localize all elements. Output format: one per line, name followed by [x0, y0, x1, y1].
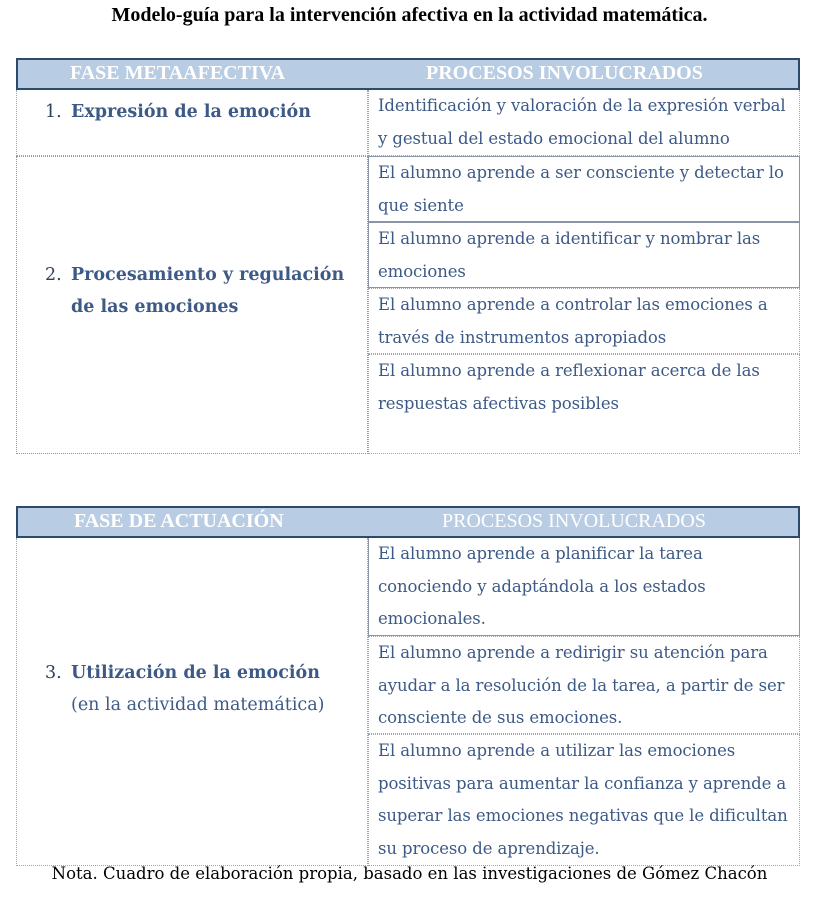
process-cell: El alumno aprende a redirigir su atención para ayudar a la resolución de la tarea, a partir de ser consciente de sus emociones. — [368, 636, 800, 734]
phase-number: 2. — [45, 265, 62, 285]
table-header — [16, 58, 800, 90]
phase-cell — [16, 90, 368, 156]
header-processes: PROCESOS INVOLUCRADOS — [442, 510, 706, 532]
table-actuacion — [16, 506, 800, 866]
phase-label — [45, 96, 311, 128]
phase-number: 3. — [45, 663, 62, 683]
table-metaafectiva — [16, 58, 800, 454]
table-header — [16, 506, 800, 538]
phase-title: Expresión de la emoción — [71, 102, 311, 122]
process-cell: El alumno aprende a controlar las emociones a través de instrumentos apropiados — [368, 288, 800, 354]
phase-title-line2: de las emociones — [71, 297, 239, 317]
process-cell: El alumno aprende a planificar la tarea conociendo y adaptándola a los estados emocionales. — [368, 538, 800, 636]
phase-subtitle: (en la actividad matemática) — [71, 695, 325, 715]
process-cell: Identificación y valoración de la expresión verbal y gestual del estado emocional del alumno — [368, 90, 800, 156]
phase-number: 1. — [45, 102, 62, 122]
header-phase: FASE METAAFECTIVA — [70, 62, 286, 84]
process-cell: El alumno aprende a reflexionar acerca de las respuestas afectivas posibles — [368, 354, 800, 454]
phase-label — [45, 657, 325, 721]
document-title: Modelo-guía para la intervención afectiva en la actividad matemática. — [111, 4, 708, 26]
phase-cell — [16, 538, 368, 866]
process-cell: El alumno aprende a utilizar las emociones positivas para aumentar la confianza y aprende a superar las emociones negativas que le dificultan su proceso de aprendizaje. — [368, 734, 800, 866]
phase-cell — [16, 156, 368, 454]
header-phase: FASE DE ACTUACIÓN — [74, 510, 284, 532]
phase-label — [45, 259, 344, 323]
phase-title: Procesamiento y regulación — [71, 265, 345, 285]
process-cell: El alumno aprende a ser consciente y detectar lo que siente — [368, 156, 800, 222]
header-processes: PROCESOS INVOLUCRADOS — [426, 62, 703, 84]
source-note: Nota. Cuadro de elaboración propia, basado en las investigaciones de Gómez Chacón — [51, 864, 768, 883]
phase-title: Utilización de la emoción — [71, 663, 320, 683]
process-cell: El alumno aprende a identificar y nombrar las emociones — [368, 222, 800, 288]
